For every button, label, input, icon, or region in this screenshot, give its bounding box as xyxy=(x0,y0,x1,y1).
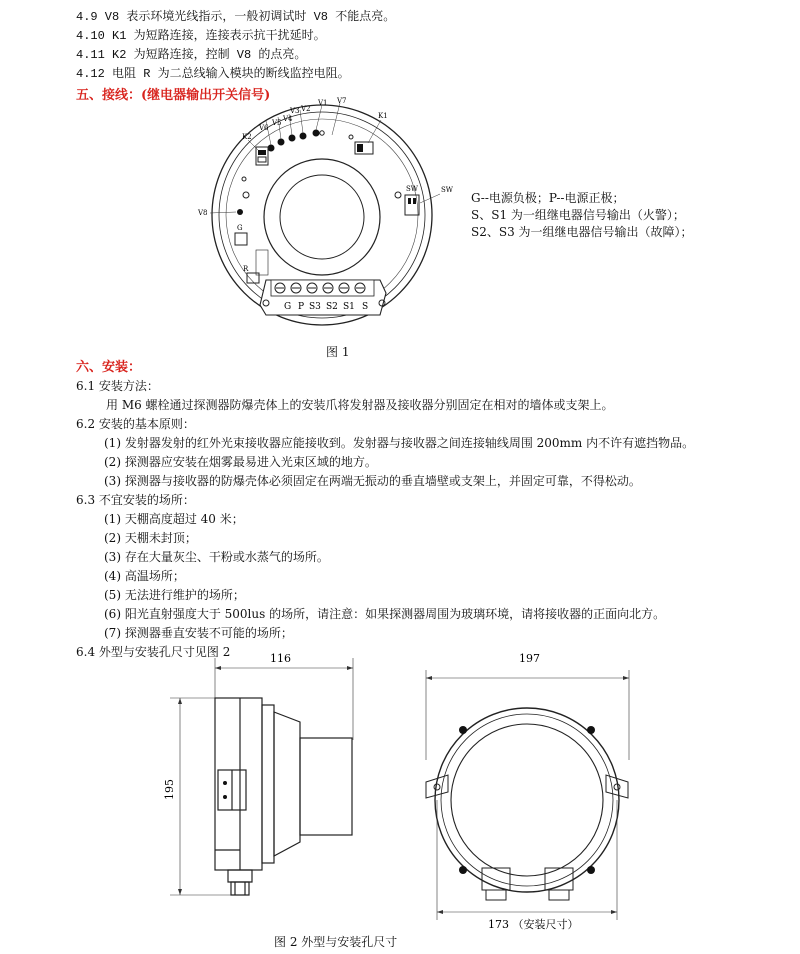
item-4-10: 4.10 K1 为短路连接，连接表示抗干扰延时。 xyxy=(76,29,326,43)
s64-title: 6.4 外型与安装孔尺寸见图 2 xyxy=(76,645,231,659)
section-6-title: 六、安装： xyxy=(76,360,142,375)
label-v3: V3 xyxy=(290,107,300,115)
label-v1: V1 xyxy=(318,99,328,107)
terminal-s2: S2 xyxy=(326,302,338,312)
s62-item-1: (1) 发射器发射的红外光束接收器应能接收到。发射器与接收器之间连接轴线周围 200mm 内不许有遮挡物品。 xyxy=(104,436,695,450)
terminal-s: S xyxy=(362,302,369,312)
section-5-title: 五、接线：(继电器输出开关信号) xyxy=(76,88,271,103)
s63-item-1: (1) 天棚高度超过 40 米； xyxy=(104,512,244,526)
label-v8: V8 xyxy=(198,209,208,217)
label-r: R xyxy=(243,265,249,273)
legend-line-3: S2、S3 为一组继电器信号输出（故障）； xyxy=(471,225,693,239)
dim-197: 197 xyxy=(519,652,540,665)
s61-title: 6.1 安装方法： xyxy=(76,379,159,393)
legend-line-2: S、S1 为一组继电器信号输出（火警）； xyxy=(471,208,685,222)
label-sw-inner: SW xyxy=(406,185,418,193)
label-v7: V7 xyxy=(337,97,347,105)
outline-drawing xyxy=(0,650,800,950)
s63-item-2: (2) 天棚未封顶； xyxy=(104,531,197,545)
s62-title: 6.2 安装的基本原则： xyxy=(76,417,195,431)
item-4-9: 4.9 V8 表示环境光线指示，一般初调试时 V8 不能点亮。 xyxy=(76,10,396,24)
label-v6: V6 xyxy=(259,124,269,132)
s63-item-5: (5) 无法进行维护的场所； xyxy=(104,588,245,602)
label-k1: K1 xyxy=(378,112,388,120)
terminal-g: G xyxy=(284,302,292,312)
s63-item-7: (7) 探测器垂直安装不可能的场所； xyxy=(104,626,293,640)
dim-116: 116 xyxy=(270,652,291,665)
legend-line-1: G--电源负极；P--电源正极； xyxy=(471,191,625,205)
label-v2: V2 xyxy=(301,105,311,113)
terminal-s3: S3 xyxy=(309,302,321,312)
s63-title: 6.3 不宜安装的场所： xyxy=(76,493,195,507)
label-g: G xyxy=(237,224,243,232)
item-4-11: 4.11 K2 为短路连接，控制 V8 的点亮。 xyxy=(76,48,307,62)
side-view xyxy=(215,698,352,895)
s61-text: 用 M6 螺栓通过探测器防爆壳体上的安装爪将发射器及接收器分别固定在相对的墙体或支架上。 xyxy=(106,398,614,412)
item-4-12: 4.12 电阻 R 为二总线输入模块的断线监控电阻。 xyxy=(76,67,350,81)
label-v5: V5 xyxy=(272,119,282,127)
s62-item-3: (3) 探测器与接收器的防爆壳体必须固定在两端无振动的垂直墙壁或支架上，并固定可靠，不得松动。 xyxy=(104,474,641,488)
figure-1-caption: 图 1 xyxy=(326,345,350,359)
dim-173: 173 （安装尺寸） xyxy=(488,918,579,931)
dim-195: 195 xyxy=(163,779,176,800)
s63-item-3: (3) 存在大量灰尘、干粉或水蒸气的场所。 xyxy=(104,550,329,564)
s63-item-6: (6) 阳光直射强度大于 500lus 的场所，请注意：如果探测器周围为玻璃环境，请将接收器的正面向北方。 xyxy=(104,607,666,621)
figure-2-caption: 图 2 外型与安装孔尺寸 xyxy=(274,935,398,949)
label-sw: SW xyxy=(441,186,453,194)
led-row xyxy=(268,130,320,152)
front-view xyxy=(426,708,628,900)
s63-item-4: (4) 高温场所； xyxy=(104,569,185,583)
terminal-p: P xyxy=(298,302,305,312)
label-k2: K2 xyxy=(242,133,252,141)
label-v4: V4 xyxy=(283,115,293,123)
terminal-s1: S1 xyxy=(343,302,355,312)
s62-item-2: (2) 探测器应安装在烟雾最易进入光束区域的地方。 xyxy=(104,455,377,469)
